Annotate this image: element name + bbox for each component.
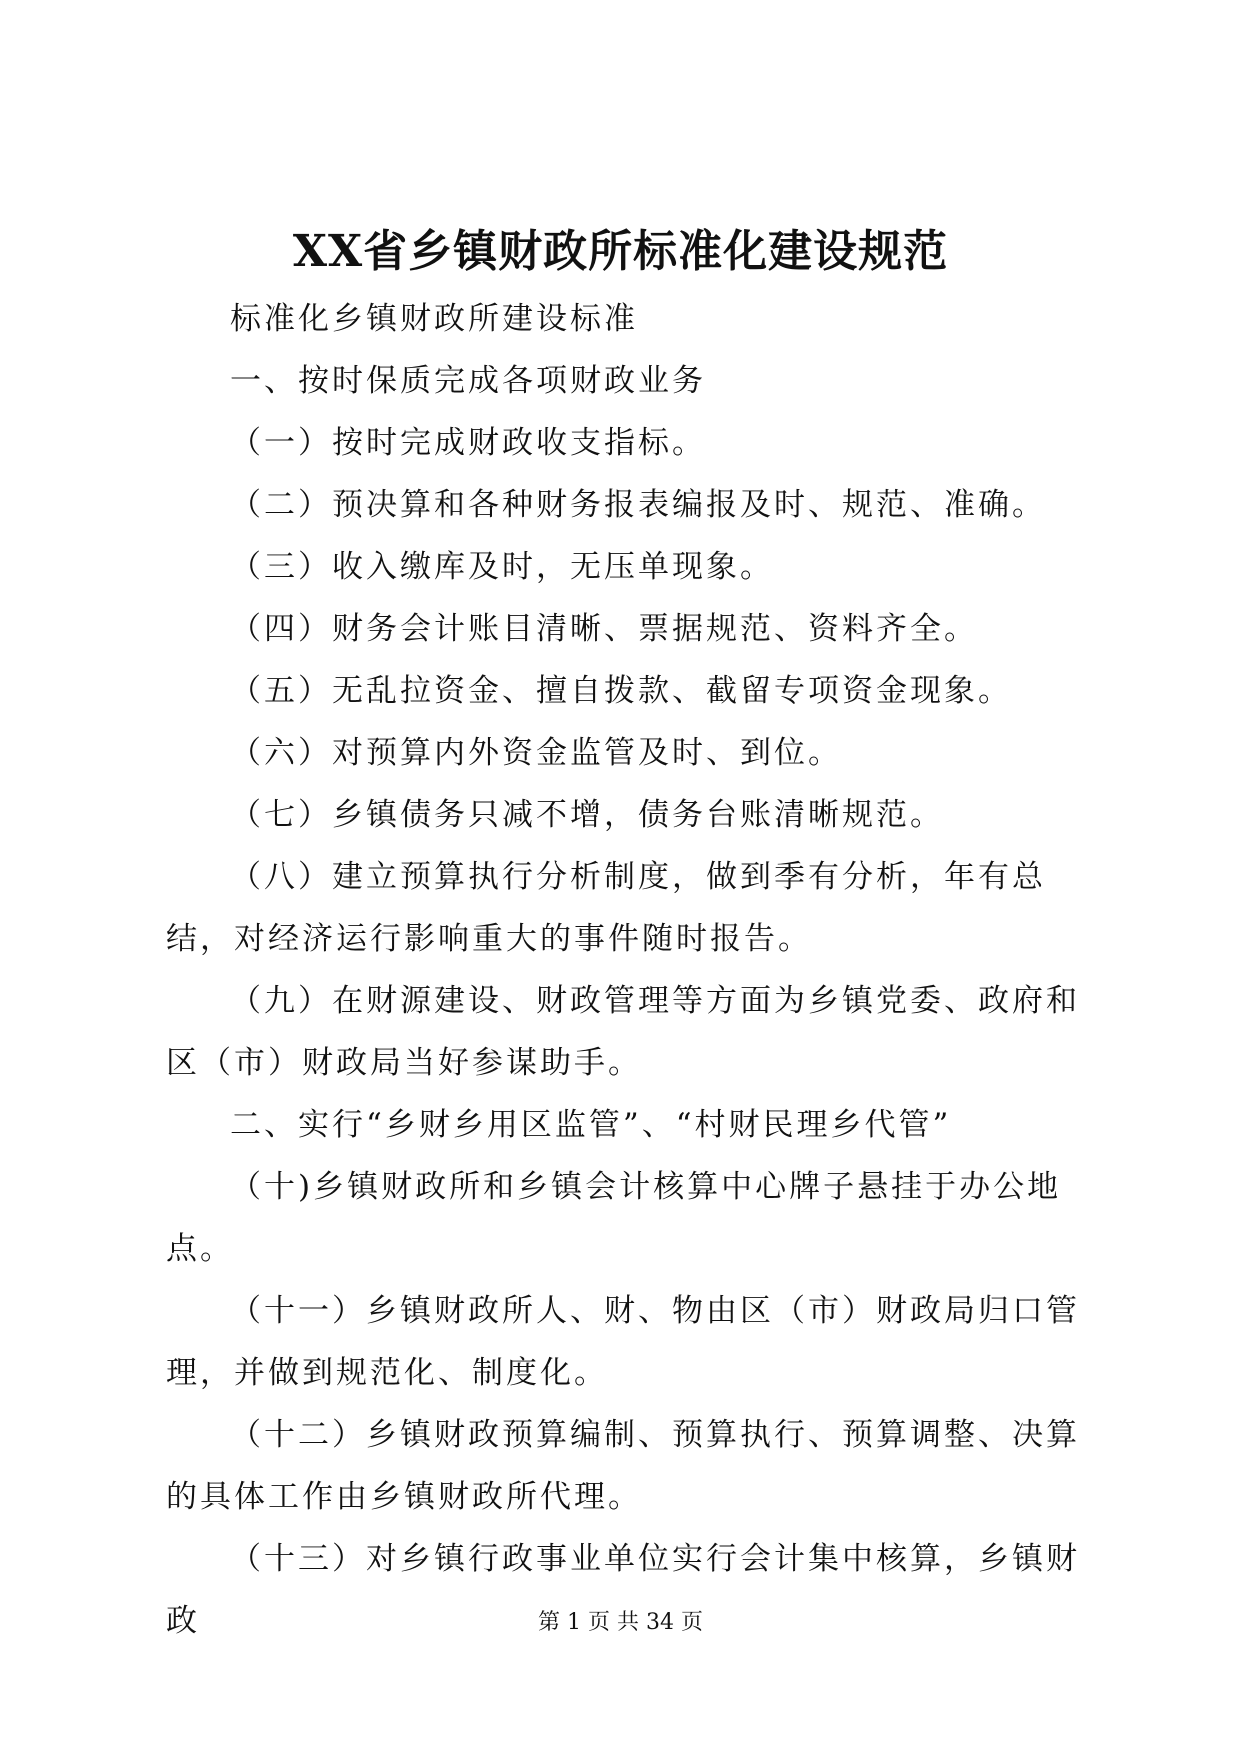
page-footer: 第 1 页 共 34 页 [538,1610,703,1635]
paragraph: （九）在财源建设、财政管理等方面为乡镇党委、政府和区（市）财政局当好参谋助手。 [166,983,1080,1081]
paragraph: （八）建立预算执行分析制度，做到季有分析，年有总结，对经济运行影响重大的事件随时报告。 [166,859,1046,957]
paragraph: （十三）对乡镇行政事业单位实行会计集中核算，乡镇财政 [166,1541,1080,1639]
paragraph: （二）预决算和各种财务报表编报及时、规范、准确。 [230,487,1046,523]
paragraph: （六）对预算内外资金监管及时、到位。 [230,735,842,771]
paragraph: （七）乡镇债务只减不增，债务台账清晰规范。 [230,797,944,833]
paragraph: （十二）乡镇财政预算编制、预算执行、预算调整、决算的具体工作由乡镇财政所代理。 [166,1417,1080,1515]
paragraph: 二、实行“乡财乡用区监管”、“村财民理乡代管” [230,1107,952,1143]
paragraph: （五）无乱拉资金、擅自拨款、截留专项资金现象。 [230,673,1012,709]
paragraph: 一、按时保质完成各项财政业务 [230,363,706,399]
paragraph: （一）按时完成财政收支指标。 [230,425,706,461]
document-body [166,288,1086,1652]
paragraph: （四）财务会计账目清晰、票据规范、资料齐全。 [230,611,978,647]
document-title: XX省乡镇财政所标准化建设规范 [292,226,949,277]
paragraph: 标准化乡镇财政所建设标准 [230,301,638,337]
paragraph: （十一）乡镇财政所人、财、物由区（市）财政局归口管理，并做到规范化、制度化。 [166,1293,1080,1391]
paragraph: （三）收入缴库及时，无压单现象。 [230,549,774,585]
paragraph: （十)乡镇财政所和乡镇会计核算中心牌子悬挂于办公地点。 [166,1169,1062,1267]
